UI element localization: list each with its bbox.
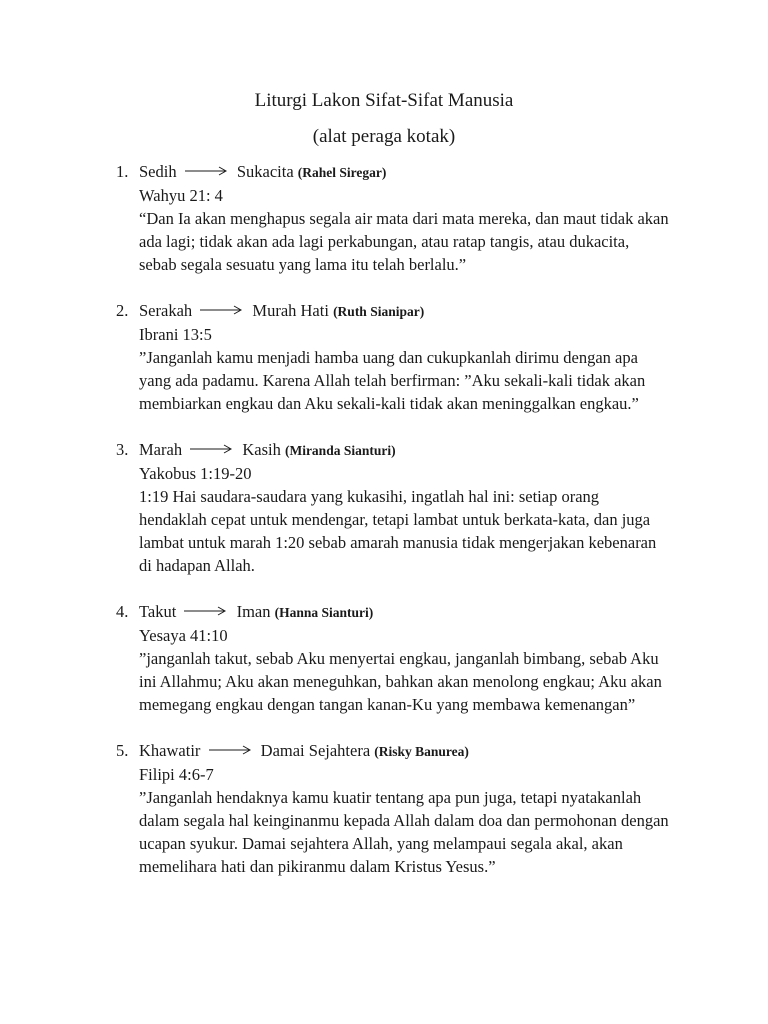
bible-verse: ”Janganlah hendaknya kamu kuatir tentang apa pun juga, tetapi nyatakanlah dalam segala hal keinginanmu kepada Allah dalam doa dan permohonan dengan ucapan syukur. Damai sejahtera Allah, yang melampaui segala akal, akan memelihara hati dan pikiranmu dalam Kristus Yesus.” <box>139 788 669 876</box>
bible-verse: 1:19 Hai saudara-saudara yang kukasihi, ingatlah hal ini: setiap orang hendaklah cepat untuk mendengar, tetapi lambat untuk berkata-kata, dan juga lambat untuk marah 1:20 sebab amarah manusia tidak mengerjakan kebenaran di hadapan Allah. <box>139 487 657 575</box>
item-heading <box>139 438 669 462</box>
performer-name: (Hanna Sianturi) <box>274 605 374 620</box>
trait-from: Serakah <box>139 301 193 320</box>
item-heading <box>139 299 669 323</box>
trait-from: Takut <box>139 602 177 621</box>
trait-from: Khawatir <box>139 741 201 760</box>
right-arrow-icon <box>184 606 228 616</box>
item-number: 1. <box>116 162 129 181</box>
right-arrow-icon <box>209 745 253 755</box>
bible-reference: Ibrani 13:5 <box>139 325 212 344</box>
bible-reference: Yesaya 41:10 <box>139 626 228 645</box>
liturgy-list <box>0 160 768 901</box>
list-item <box>0 600 768 716</box>
trait-to: Damai Sejahtera <box>260 741 371 760</box>
item-number: 5. <box>116 741 129 760</box>
bible-verse: ”Janganlah kamu menjadi hamba uang dan cukupkanlah dirimu dengan apa yang ada padamu. Karena Allah telah berfirman: ”Aku sekali-kali tidak akan membiarkan engkau dan Aku sekali-kali tidak akan meninggalkan engkau.” <box>139 348 646 413</box>
trait-to: Murah Hati <box>252 301 329 320</box>
performer-name: (Ruth Sianipar) <box>333 304 425 319</box>
bible-verse: ”janganlah takut, sebab Aku menyertai engkau, janganlah bimbang, sebab Aku ini Allahmu; Aku akan meneguhkan, bahkan akan menolong engkau; Aku akan memegang engkau dengan tangan kanan-Ku yang membawa kemenangan” <box>139 649 662 714</box>
trait-from: Sedih <box>139 162 177 181</box>
list-item <box>0 299 768 415</box>
bible-reference: Yakobus 1:19-20 <box>139 464 252 483</box>
performer-name: (Risky Banurea) <box>374 744 469 759</box>
list-item <box>0 438 768 577</box>
page-title: Liturgi Lakon Sifat-Sifat Manusia <box>254 90 514 111</box>
page-subtitle: (alat peraga kotak) <box>312 126 456 147</box>
trait-to: Kasih <box>242 440 281 459</box>
item-number: 4. <box>116 602 129 621</box>
performer-name: (Miranda Sianturi) <box>284 443 396 458</box>
item-heading <box>139 739 669 763</box>
right-arrow-icon <box>200 305 244 315</box>
item-heading <box>139 600 669 624</box>
trait-from: Marah <box>139 440 183 459</box>
performer-name: (Rahel Siregar) <box>297 165 387 180</box>
list-item <box>0 739 768 878</box>
trait-to: Sukacita <box>236 162 294 181</box>
bible-reference: Filipi 4:6-7 <box>139 765 214 784</box>
item-number: 3. <box>116 440 129 459</box>
right-arrow-icon <box>185 166 229 176</box>
item-number: 2. <box>116 301 129 320</box>
item-heading <box>139 160 669 184</box>
right-arrow-icon <box>190 444 234 454</box>
trait-to: Iman <box>236 602 271 621</box>
list-item <box>0 160 768 276</box>
bible-verse: “Dan Ia akan menghapus segala air mata dari mata mereka, dan maut tidak akan ada lagi; tidak akan ada lagi perkabungan, atau ratap tangis, atau dukacita, sebab segala sesuatu yang lama itu telah berlalu.” <box>139 209 669 274</box>
bible-reference: Wahyu 21: 4 <box>139 186 223 205</box>
